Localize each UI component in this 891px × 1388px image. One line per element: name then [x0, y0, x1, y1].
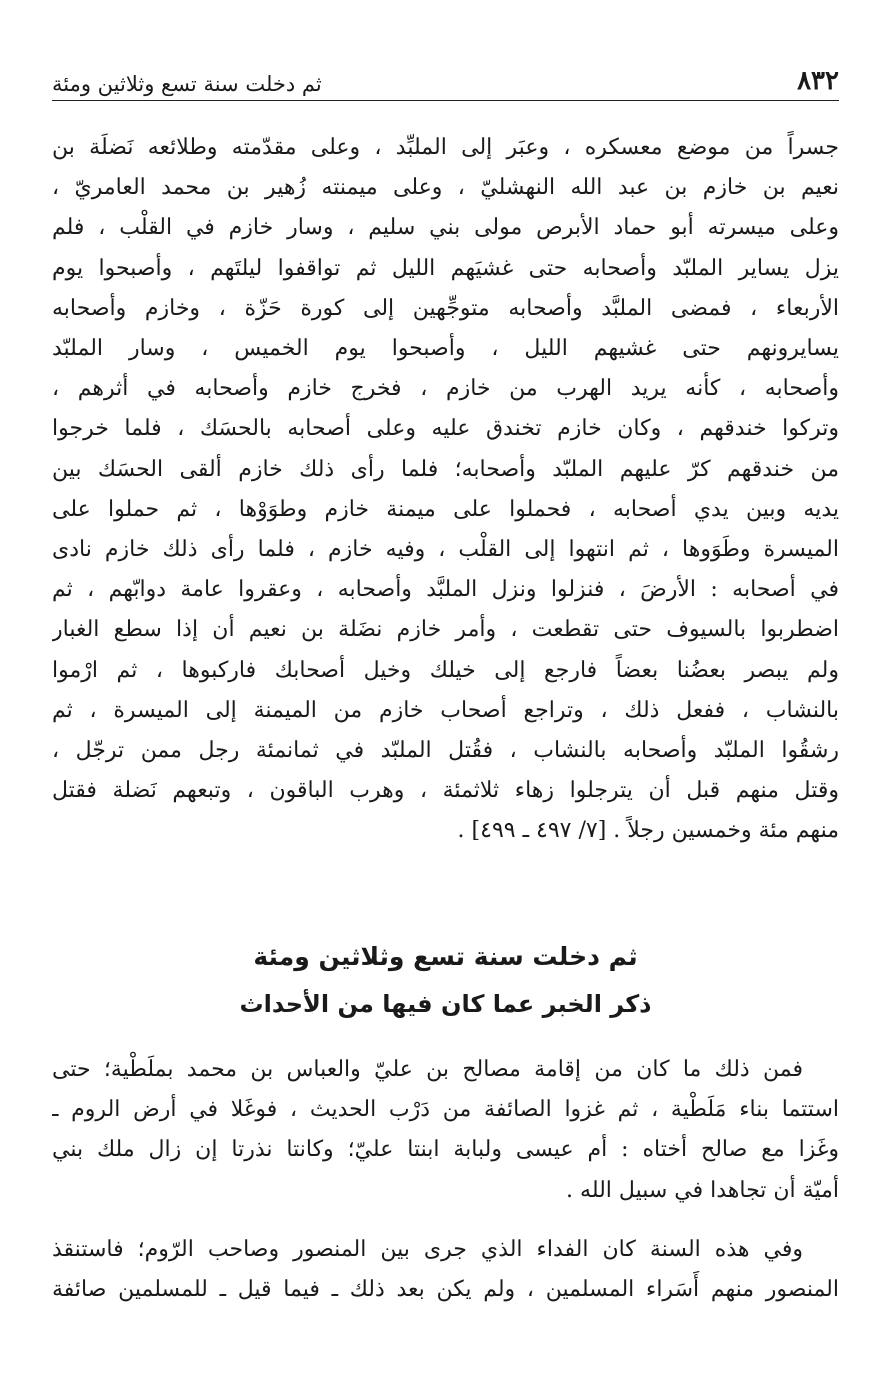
text-line: وعلى ميسرته أبو حماد الأبرص مولى بني سليم ، وسار خازم في القلْب ، فلم [52, 215, 839, 241]
text-line: رشقُوا الملبّد وأصحابه بالنشاب ، فقُتل الملبّد في ثمانمئة رجل ممن ترجّل ، [52, 738, 839, 764]
page-number: ٨٣٢ [797, 66, 839, 96]
text-line: وقتل منهم قبل أن يترجلوا زهاء ثلاثمئة ، وهرب الباقون ، وتبعهم نَضلة فقتل [52, 778, 839, 804]
events-subheading: ذكر الخبر عما كان فيها من الأحداث [239, 990, 652, 1018]
text-line-final [52, 811, 839, 851]
text-line: المنصور منهم أَسَراء المسلمين ، ولم يكن بعد ذلك ـ فيما قيل ـ للمسلمين صائفة [52, 1277, 839, 1303]
text-line: بالنشاب ، ففعل ذلك ، وتراجع أصحاب خازم من الميمنة إلى الميسرة ، ثم [52, 697, 839, 723]
text-line: الميسرة وطَوَوها ، ثم انتهوا إلى القلْب ، وفيه خازم ، فلما رأى ذلك خازم نادى [52, 537, 839, 563]
text-line: استتما بناء مَلَطْية ، ثم غزوا الصائفة من دَرْب الحديث ، فوغَلا في أرض الروم ـ [52, 1097, 839, 1123]
text-line: يديه وبين يدي أصحابه ، فحملوا على ميمنة خازم وطوَوْها ، ثم حملوا على [52, 496, 839, 522]
text-line: يزل يساير الملبّد وأصحابه حتى غشيَهم الليل ثم تواقفوا ليلتَهم ، وأصبحوا يوم [52, 255, 839, 281]
text-line-final: أميّة أن تجاهدا في سبيل الله . [566, 1177, 839, 1203]
text-line: من خندقهم كرّ عليهم الملبّد وأصحابه؛ فلما رأى ذلك خازم ألقى الحسَك بين [52, 456, 839, 482]
text-line: وفي هذه السنة كان الفداء الذي جرى بين المنصور وصاحب الرّوم؛ فاستنقذ [52, 1237, 803, 1262]
running-header [52, 60, 839, 101]
paragraph-events [52, 1050, 839, 1211]
source-citation: [٧/ ٤٩٧ ـ ٤٩٩] . [457, 818, 607, 844]
text-line: يسايرونهم حتى غشيهم الليل ، وأصبحوا يوم الخميس ، وسار الملبّد [52, 336, 839, 362]
text-line: جسراً من موضع معسكره ، وعبَر إلى الملبِّد ، وعلى مقدّمته وطلائعه نَضلَة بن [52, 135, 839, 160]
final-sentence: منهم مئة وخمسين رجلاً . [613, 818, 839, 844]
text-line: الأربعاء ، فمضى الملبَّد وأصحابه متوجِّهين إلى كورة حَزّة ، وخازم وأصحابه [52, 295, 839, 321]
text-line: اضطربوا بالسيوف حتى تقطعت ، وأمر خازم نضَلة بن نعيم أن إذا سطع الغبار [52, 617, 839, 643]
narrative-block [52, 128, 839, 893]
text-line: فمن ذلك ما كان من إقامة مصالح بن عليّ والعباس بن محمد بملَطْية؛ حتى [52, 1057, 803, 1082]
text-line: وتركوا خندقهم ، وكان خازم تخندق عليه وعلى أصحابه بالحسَك ، فلما خرجوا [52, 416, 839, 442]
text-line: في أصحابه : الأرضَ ، فنزلوا ونزل الملبَّد وأصحابه ، وعقروا عامة دوابّهم ، ثم [52, 577, 839, 603]
running-title: ثم دخلت سنة تسع وثلاثين ومئة [52, 72, 322, 96]
text-line: وغَزا مع صالح أختاه : أم عيسى ولبابة ابنتا عليّ؛ وكانتا نذرتا إن زال ملك بني [52, 1137, 839, 1163]
text-line: وأصحابه ، كأنه يريد الهرب من خازم ، فخرج خازم وأصحابه في أثرهم ، [52, 376, 839, 402]
paragraph-ransom [52, 1230, 839, 1310]
year-heading: ثم دخلت سنة تسع وثلاثين ومئة [253, 942, 638, 971]
text-line: نعيم بن خازم بن عبد الله النهشليّ ، وعلى ميمنته زُهير بن محمد العامريّ ، [52, 175, 839, 201]
text-line: ولم يبصر بعضُنا بعضاً فارجع إلى خيلك وخيل أصحابك فاركبوها ، ثم ارْموا [52, 657, 839, 683]
